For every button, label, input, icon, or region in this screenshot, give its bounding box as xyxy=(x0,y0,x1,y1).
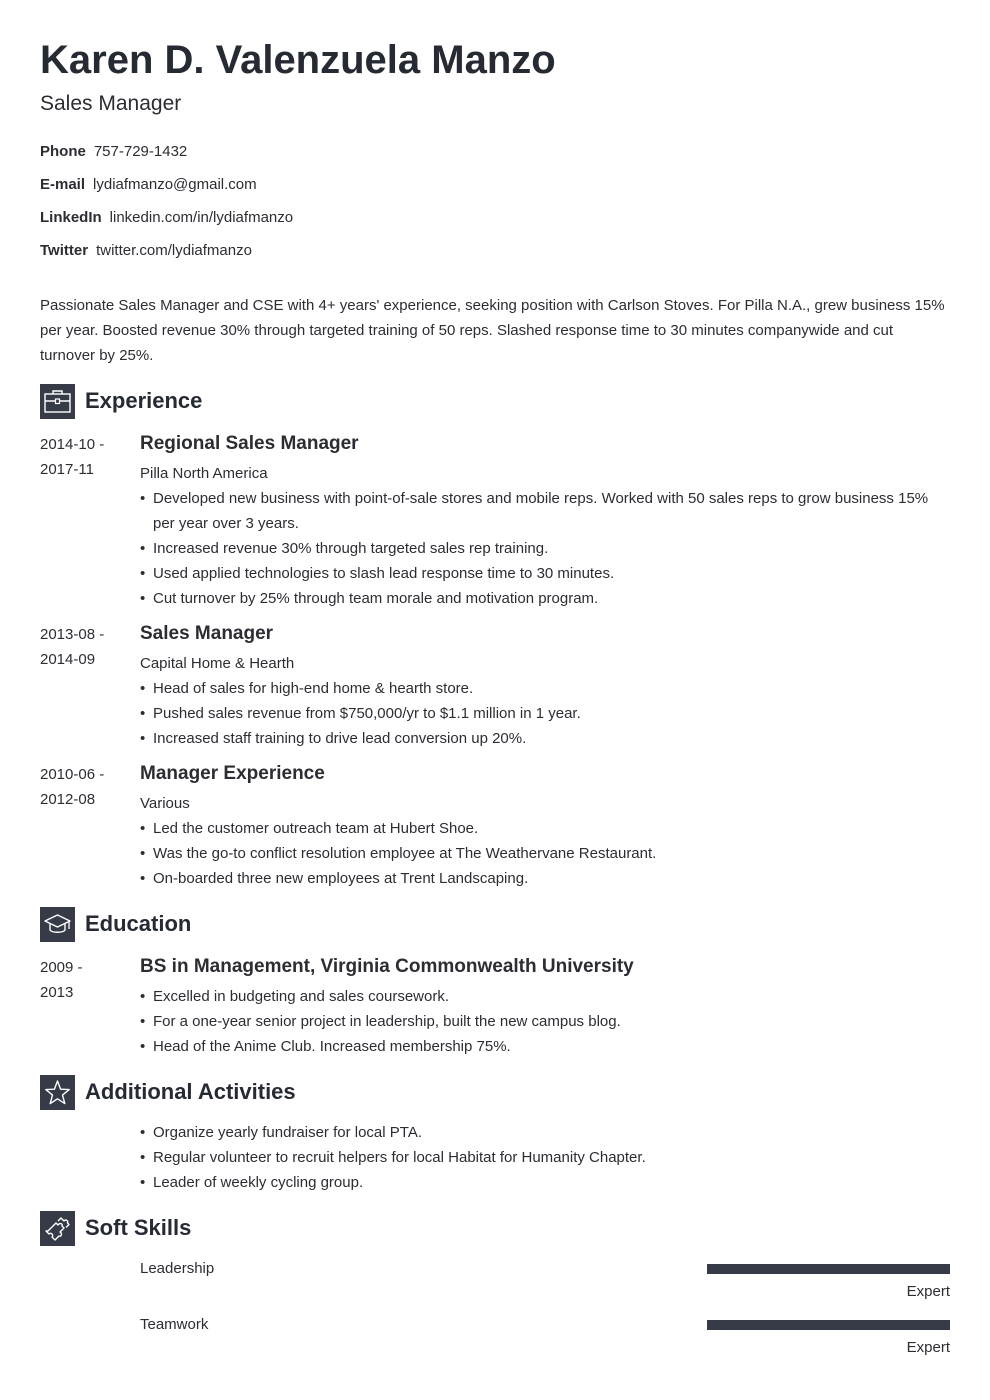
skill-level-bar xyxy=(707,1320,950,1330)
contact-label: Phone xyxy=(40,143,86,160)
date-end: 2014-09 xyxy=(40,651,96,668)
contact-value: 757-729-1432 xyxy=(93,143,188,160)
education-bullets xyxy=(140,984,950,1059)
list-item: • Developed new business with point-of-sale stores and mobile reps. Worked with 50 sales reps to grow business 15% per year over 3 years. xyxy=(140,486,950,536)
section-title-activities: Additional Activities xyxy=(85,1079,296,1104)
job-company: Various xyxy=(140,795,190,812)
list-item: • Used applied technologies to slash lead response time to 30 minutes. xyxy=(140,561,950,586)
job-bullets xyxy=(140,486,950,611)
date-start: 2010-06 - xyxy=(40,766,105,783)
list-item: • Head of the Anime Club. Increased membership 75%. xyxy=(140,1034,950,1059)
contact-label: E-mail xyxy=(40,176,86,193)
list-item: • Led the customer outreach team at Hubert Shoe. xyxy=(140,816,950,841)
job-bullets xyxy=(140,816,950,891)
contact-linkedin xyxy=(40,208,293,228)
skill-level-fill xyxy=(707,1264,950,1274)
skill-level-fill xyxy=(707,1320,950,1330)
section-title-education: Education xyxy=(85,911,192,936)
list-item: • Increased revenue 30% through targeted sales rep training. xyxy=(140,536,950,561)
list-item: • Increased staff training to drive lead conversion up 20%. xyxy=(140,726,950,751)
job-dates xyxy=(40,432,135,482)
contact-value: linkedin.com/in/lydiafmanzo xyxy=(109,209,294,226)
list-item: • For a one-year senior project in leadership, built the new campus blog. xyxy=(140,1009,950,1034)
list-item: • Leader of weekly cycling group. xyxy=(140,1170,950,1195)
job-dates xyxy=(40,622,135,672)
skill-level-bar xyxy=(707,1264,950,1274)
contact-email xyxy=(40,175,257,195)
date-end: 2017-11 xyxy=(40,461,94,478)
contact-value: lydiafmanzo@gmail.com xyxy=(93,176,257,193)
job-title: Regional Sales Manager xyxy=(140,433,359,454)
graduation-cap-icon xyxy=(40,907,75,942)
date-end: 2012-08 xyxy=(40,791,96,808)
job-company: Pilla North America xyxy=(140,465,268,482)
candidate-name: Karen D. Valenzuela Manzo xyxy=(40,38,556,82)
job-dates xyxy=(40,762,135,812)
list-item: • Organize yearly fundraiser for local PTA. xyxy=(140,1120,950,1145)
contact-phone xyxy=(40,142,187,162)
profile-summary: Passionate Sales Manager and CSE with 4+ years' experience, seeking position with Carlson Stoves. For Pilla N.A., grew business 15% per year. Boosted revenue 30% through targeted training of 50 reps. Slashed response time to 30 minutes companywide and cut turnover by 25%. xyxy=(40,297,945,364)
contact-label: LinkedIn xyxy=(40,209,102,226)
list-item: • Was the go-to conflict resolution employee at The Weathervane Restaurant. xyxy=(140,841,950,866)
section-title-experience: Experience xyxy=(85,388,203,413)
candidate-title: Sales Manager xyxy=(40,92,182,115)
education-dates xyxy=(40,955,135,1005)
contact-twitter xyxy=(40,241,252,261)
contact-label: Twitter xyxy=(40,242,89,259)
date-start: 2014-10 - xyxy=(40,436,105,453)
list-item: • Regular volunteer to recruit helpers for local Habitat for Humanity Chapter. xyxy=(140,1145,950,1170)
skill-level-label: Expert xyxy=(906,1339,950,1356)
list-item: • Head of sales for high-end home & hearth store. xyxy=(140,676,950,701)
list-item: • On-boarded three new employees at Trent Landscaping. xyxy=(140,866,950,891)
star-icon xyxy=(40,1075,75,1110)
date-start: 2013-08 - xyxy=(40,626,105,643)
list-item: • Pushed sales revenue from $750,000/yr to $1.1 million in 1 year. xyxy=(140,701,950,726)
job-company: Capital Home & Hearth xyxy=(140,655,295,672)
list-item: • Excelled in budgeting and sales coursework. xyxy=(140,984,950,1009)
job-bullets xyxy=(140,676,950,751)
skill-level-label: Expert xyxy=(906,1283,950,1300)
activities-bullets xyxy=(140,1120,950,1195)
skill-name: Teamwork xyxy=(140,1316,209,1333)
job-title: Manager Experience xyxy=(140,763,325,784)
date-end: 2013 xyxy=(40,984,74,1001)
briefcase-icon xyxy=(40,384,75,419)
date-start: 2009 - xyxy=(40,959,83,976)
skill-name: Leadership xyxy=(140,1260,215,1277)
list-item: • Cut turnover by 25% through team morale and motivation program. xyxy=(140,586,950,611)
section-title-soft-skills: Soft Skills xyxy=(85,1215,192,1240)
contact-value: twitter.com/lydiafmanzo xyxy=(96,242,252,259)
degree-title: BS in Management, Virginia Commonwealth University xyxy=(140,956,634,977)
job-title: Sales Manager xyxy=(140,623,274,644)
puzzle-icon xyxy=(40,1211,75,1246)
